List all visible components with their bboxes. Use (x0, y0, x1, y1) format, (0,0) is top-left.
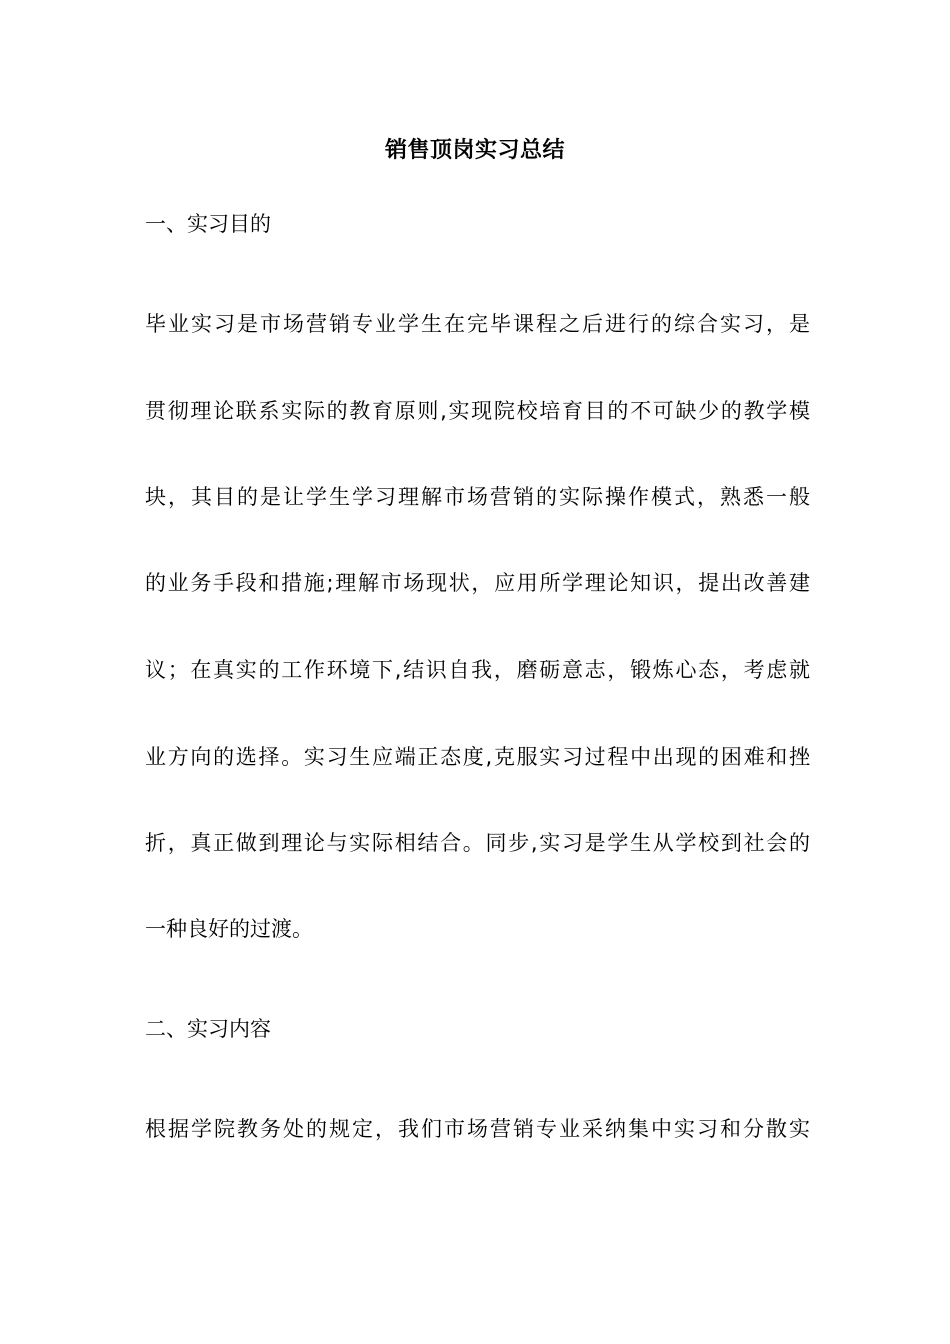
section-heading-content: 二、实习内容 (145, 1017, 271, 1041)
paragraph-line-3: 块，其目的是让学生学习理解市场营销的实际操作模式，熟悉一般 (145, 485, 810, 509)
paragraph-line-8: 一种良好的过渡。 (145, 917, 313, 941)
paragraph2-line-1: 根据学院教务处的规定，我们市场营销专业采纳集中实习和分散实 (145, 1117, 810, 1141)
paragraph-line-2: 贯彻理论联系实际的教育原则,实现院校培育目的不可缺少的教学模 (145, 399, 810, 423)
paragraph-line-5: 议；在真实的工作环境下,结识自我，磨砺意志，锻炼心态，考虑就 (145, 658, 810, 682)
paragraph-line-6: 业方向的选择。实习生应端正态度,克服实习过程中出现的困难和挫 (145, 745, 810, 769)
paragraph-line-4: 的业务手段和措施;理解市场现状，应用所学理论知识，提出改善建 (145, 571, 810, 595)
paragraph-line-1: 毕业实习是市场营销专业学生在完毕课程之后进行的综合实习，是 (145, 312, 810, 336)
section-heading-purpose: 一、实习目的 (145, 212, 271, 236)
paragraph-line-7: 折，真正做到理论与实际相结合。同步,实习是学生从学校到社会的 (145, 831, 810, 855)
document-title: 销售顶岗实习总结 (384, 138, 565, 163)
